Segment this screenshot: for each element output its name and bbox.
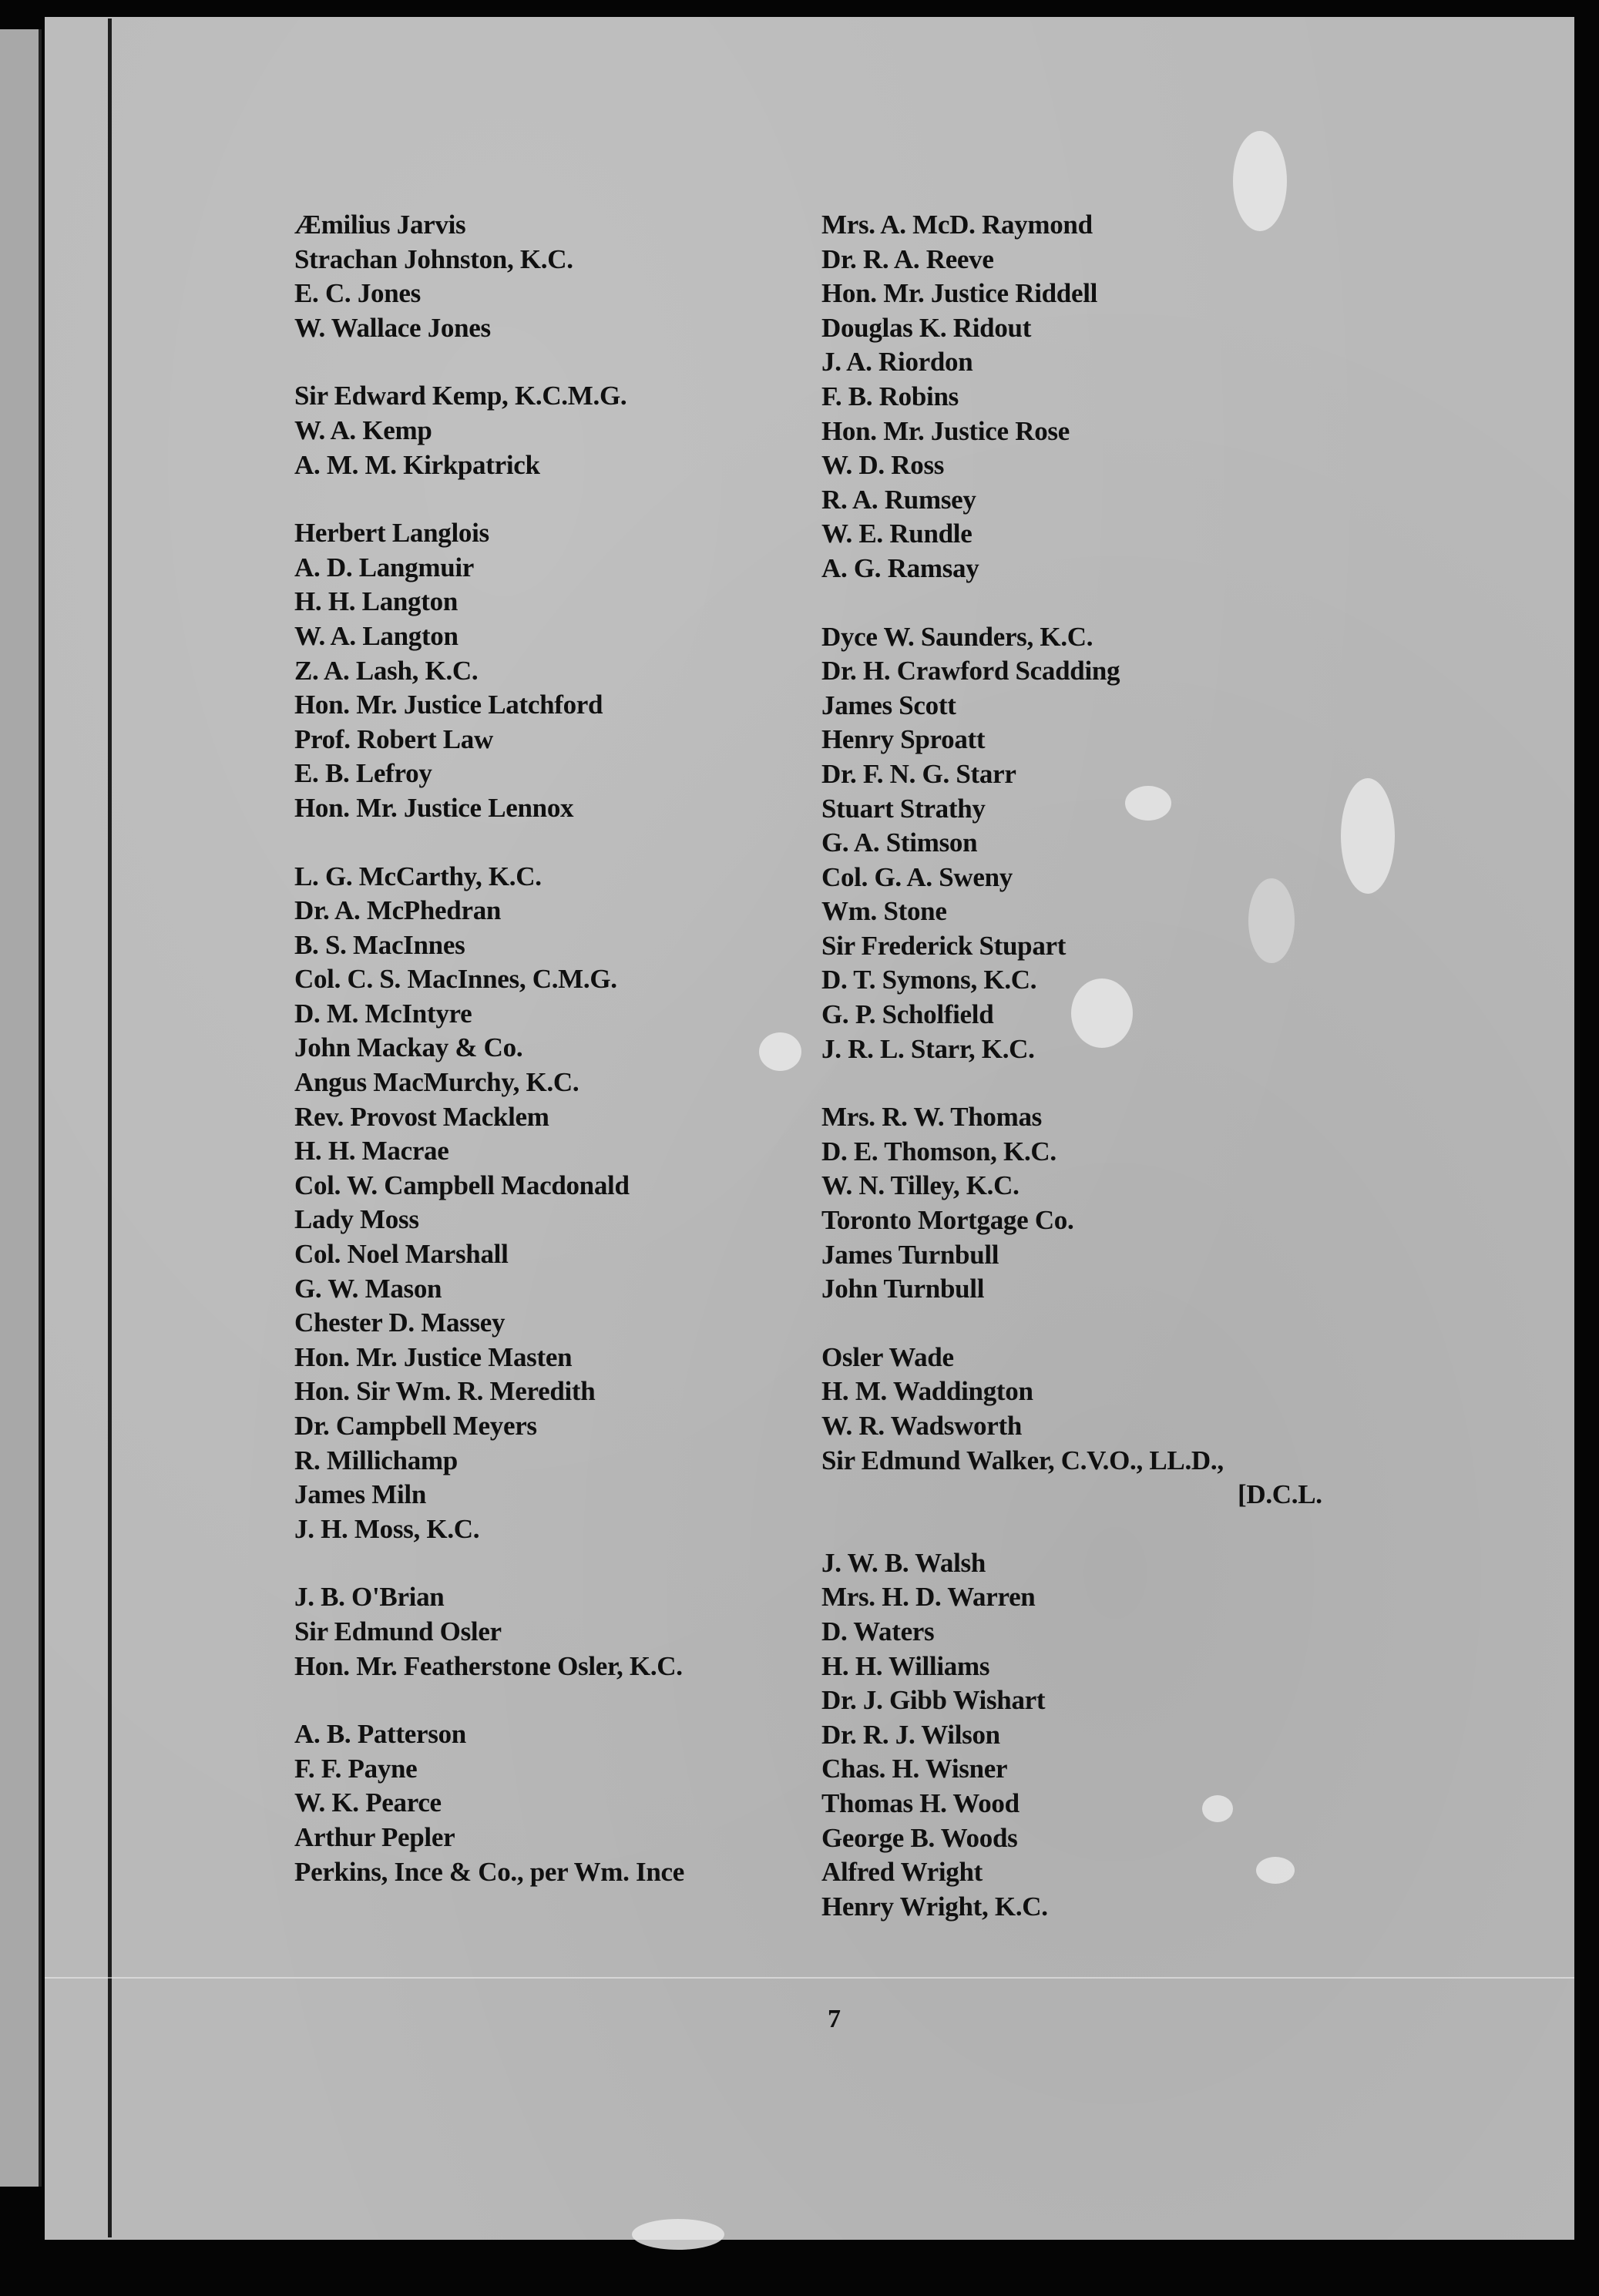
list-item: L. G. McCarthy, K.C. <box>294 861 542 891</box>
list-item: D. M. McIntyre <box>294 998 472 1029</box>
list-item: Angus MacMurchy, K.C. <box>294 1067 579 1098</box>
list-item: Chester D. Massey <box>294 1307 506 1338</box>
list-item: W. Wallace Jones <box>294 312 491 343</box>
name-group-m <box>294 860 895 1547</box>
list-item: Dr. R. J. Wilson <box>821 1719 1000 1750</box>
list-item: Hon. Mr. Featherstone Osler, K.C. <box>294 1650 683 1681</box>
list-item: J. B. O'Brian <box>294 1582 445 1613</box>
list-item: Mrs. A. McD. Raymond <box>821 210 1093 240</box>
list-item: W. D. Ross <box>821 450 945 481</box>
list-item: J. H. Moss, K.C. <box>294 1513 480 1544</box>
name-group-s <box>821 620 1515 1067</box>
list-item: Alfred Wright <box>821 1857 983 1888</box>
scan-speck <box>1256 1857 1295 1884</box>
list-item: Col. C. S. MacInnes, C.M.G. <box>294 964 617 995</box>
list-item: Mrs. H. D. Warren <box>821 1582 1036 1613</box>
list-item: Dr. J. Gibb Wishart <box>821 1685 1046 1716</box>
list-item: Col. W. Campbell Macdonald <box>294 1170 630 1200</box>
list-item: Herbert Langlois <box>294 518 489 549</box>
list-item: James Turnbull <box>821 1239 999 1270</box>
list-item: Rev. Provost Macklem <box>294 1101 549 1132</box>
name-group-w2 <box>821 1546 1515 1925</box>
scan-speck <box>1125 786 1171 821</box>
list-item: Lady Moss <box>294 1204 419 1235</box>
scan-speck <box>632 2219 724 2250</box>
list-item: G. W. Mason <box>294 1273 442 1304</box>
list-item: Col. Noel Marshall <box>294 1239 509 1270</box>
list-item: H. M. Waddington <box>821 1376 1033 1407</box>
list-item: Henry Sproatt <box>821 724 986 755</box>
list-item: F. F. Payne <box>294 1753 418 1784</box>
list-item: Toronto Mortgage Co. <box>821 1205 1074 1236</box>
list-item: Sir Edward Kemp, K.C.M.G. <box>294 381 627 411</box>
list-item: H. H. Macrae <box>294 1136 449 1166</box>
list-item: Dyce W. Saunders, K.C. <box>821 621 1093 652</box>
scan-speck <box>1341 778 1395 894</box>
list-item: D. E. Thomson, K.C. <box>821 1136 1056 1166</box>
name-group-j <box>294 208 895 345</box>
list-item: W. A. Langton <box>294 620 459 651</box>
list-item: Osler Wade <box>821 1341 954 1372</box>
list-item: R. Millichamp <box>294 1445 458 1475</box>
list-item: Chas. H. Wisner <box>821 1754 1008 1784</box>
scan-artifact-line <box>45 1977 1574 1979</box>
list-item: W. N. Tilley, K.C. <box>821 1170 1020 1201</box>
list-item: J. A. Riordon <box>821 347 973 378</box>
list-item: F. B. Robins <box>821 381 959 411</box>
list-item: A. G. Ramsay <box>821 552 979 583</box>
list-item: A. B. Patterson <box>294 1719 466 1750</box>
list-item: H. H. Langton <box>294 586 458 617</box>
list-item: Hon. Mr. Justice Latchford <box>294 690 603 720</box>
name-group-r <box>821 208 1515 586</box>
list-item: W. K. Pearce <box>294 1787 442 1818</box>
list-item-continuation: [D.C.L. <box>1238 1479 1322 1510</box>
list-item: Z. A. Lash, K.C. <box>294 655 479 686</box>
list-item: John Mackay & Co. <box>294 1032 523 1063</box>
list-item: George B. Woods <box>821 1822 1018 1853</box>
list-item: J. R. L. Starr, K.C. <box>821 1033 1035 1064</box>
list-item: G. P. Scholfield <box>821 999 994 1030</box>
list-item: Sir Edmund Walker, C.V.O., LL.D., <box>821 1445 1224 1475</box>
page-number: 7 <box>828 2005 841 2033</box>
list-item: Dr. F. N. G. Starr <box>821 758 1016 789</box>
list-item: E. B. Lefroy <box>294 758 432 789</box>
list-item: D. Waters <box>821 1616 935 1646</box>
name-group-t <box>821 1100 1515 1307</box>
name-group-p <box>294 1717 895 1889</box>
list-item: James Scott <box>821 690 956 720</box>
list-item: E. C. Jones <box>294 278 421 309</box>
list-item: Thomas H. Wood <box>821 1787 1020 1818</box>
scan-speck <box>1202 1795 1233 1822</box>
scan-speck <box>759 1032 801 1071</box>
list-item: Hon. Mr. Justice Lennox <box>294 792 574 823</box>
list-item: Hon. Mr. Justice Rose <box>821 415 1070 446</box>
scan-speck <box>1248 878 1295 963</box>
list-item: D. T. Symons, K.C. <box>821 965 1037 995</box>
scan-speck <box>1233 131 1287 231</box>
list-item: R. A. Rumsey <box>821 484 976 515</box>
list-item: Mrs. R. W. Thomas <box>821 1102 1042 1133</box>
list-item: Wm. Stone <box>821 896 947 927</box>
scan-speck <box>1071 978 1133 1048</box>
list-item: Dr. H. Crawford Scadding <box>821 656 1120 686</box>
list-item: J. W. B. Walsh <box>821 1547 986 1578</box>
list-item: Hon. Mr. Justice Masten <box>294 1341 573 1372</box>
page-gutter-line <box>108 18 112 2237</box>
list-item: A. D. Langmuir <box>294 552 475 582</box>
list-item: Strachan Johnston, K.C. <box>294 243 573 274</box>
list-item: W. A. Kemp <box>294 415 432 445</box>
name-group-w1 <box>821 1341 1515 1512</box>
list-item: Douglas K. Ridout <box>821 312 1032 343</box>
list-item: Henry Wright, K.C. <box>821 1891 1048 1922</box>
list-item: Stuart Strathy <box>821 793 986 824</box>
list-item: G. A. Stimson <box>821 827 978 858</box>
list-item: Perkins, Ince & Co., per Wm. Ince <box>294 1856 684 1887</box>
list-item: A. M. M. Kirkpatrick <box>294 449 540 480</box>
list-item: Sir Edmund Osler <box>294 1616 502 1646</box>
name-group-k <box>294 379 895 482</box>
right-column <box>821 208 1515 1958</box>
name-group-o <box>294 1580 895 1683</box>
list-item: Dr. Campbell Meyers <box>294 1411 537 1441</box>
list-item: Col. G. A. Sweny <box>821 861 1013 892</box>
list-item: Æmilius Jarvis <box>294 210 466 240</box>
left-column <box>294 208 895 1923</box>
list-item: Hon. Mr. Justice Riddell <box>821 278 1098 309</box>
list-item: Prof. Robert Law <box>294 723 493 754</box>
list-item: John Turnbull <box>821 1274 985 1304</box>
list-item: W. E. Rundle <box>821 519 973 549</box>
facing-page-edge <box>0 29 42 2187</box>
list-item: Dr. A. McPhedran <box>294 895 502 926</box>
list-item: B. S. MacInnes <box>294 929 465 960</box>
list-item: W. R. Wadsworth <box>821 1411 1023 1441</box>
list-item: Dr. R. A. Reeve <box>821 243 994 274</box>
list-item: H. H. Williams <box>821 1650 990 1681</box>
list-item: Hon. Sir Wm. R. Meredith <box>294 1376 596 1407</box>
list-item: Arthur Pepler <box>294 1821 455 1852</box>
list-item: James Miln <box>294 1479 427 1510</box>
name-group-l <box>294 516 895 825</box>
list-item: Sir Frederick Stupart <box>821 930 1067 961</box>
